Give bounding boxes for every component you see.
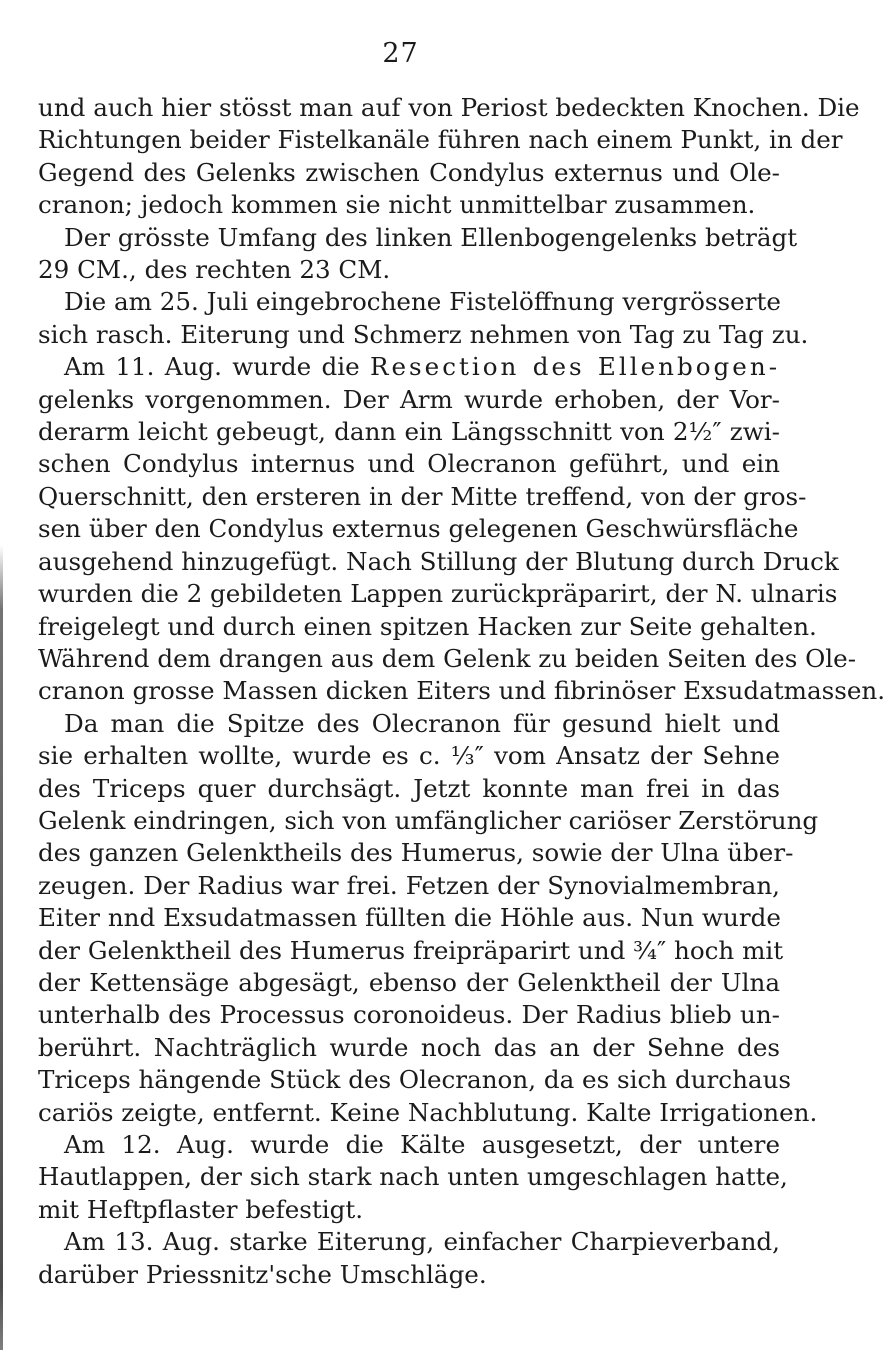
text-line-2: Richtungen beider Fistelkanäle führen nach einem Punkt, in der — [38, 125, 843, 155]
text-line-28: der Kettensäge abgesägt, ebenso der Gelenktheil der Ulna — [38, 967, 780, 997]
text-line-29: unterhalb des Processus coronoideus. Der Radius blieb un- — [38, 1000, 780, 1030]
text-line-32: cariös zeigte, entfernt. Keine Nachblutung. Kalte Irrigationen. — [38, 1097, 818, 1127]
text-line-4: cranon; jedoch kommen sie nicht unmittelbar zusammen. — [38, 190, 756, 220]
text-line-37: darüber Priessnitz'sche Umschläge. — [38, 1259, 487, 1289]
text-line-16: wurden die 2 gebildeten Lappen zurückpräparirt, der N. ulnaris — [38, 579, 838, 609]
text-line-30: berührt. Nachträglich wurde noch das an der Sehne des — [38, 1032, 780, 1062]
text-line-8: sich rasch. Eiterung und Schmerz nehmen von Tag zu Tag zu. — [38, 319, 809, 349]
text-line-35: mit Heftpflaster befestigt. — [38, 1194, 364, 1224]
text-line-12: schen Condylus internus und Olecranon geführt, und ein — [38, 449, 780, 479]
text-line-6: 29 CM., des rechten 23 CM. — [38, 255, 391, 285]
text-line-20: Da man die Spitze des Olecranon für gesund hielt und — [64, 708, 780, 738]
text-line-33: Am 12. Aug. wurde die Kälte ausgesetzt, der untere — [64, 1130, 780, 1159]
text-line-27: der Gelenktheil des Humerus freipräparirt und ¾″ hoch mit — [38, 935, 784, 965]
text-line-24: des ganzen Gelenktheils des Humerus, sowie der Ulna über- — [38, 838, 794, 868]
text-line-26: Eiter nnd Exsudatmassen füllten die Höhle aus. Nun wurde — [38, 903, 781, 933]
text-line-5: Der grösste Umfang des linken Ellenbogengelenks beträgt — [64, 222, 798, 252]
text-line-1: und auch hier stösst man auf von Periost bedeckten Knochen. Die — [38, 93, 860, 122]
text-line-15: ausgehend hinzugefügt. Nach Stillung der Blutung durch Druck — [38, 546, 839, 576]
resection-spaced-term: Resection des Ellenbogen- — [369, 352, 780, 382]
page-number: 27 — [382, 38, 419, 69]
text-line-21: sie erhalten wollte, wurde es c. ⅓″ vom Ansatz der Sehne — [38, 741, 780, 771]
text-line-22: des Triceps quer durchsägt. Jetzt konnte man frei in das — [38, 773, 780, 803]
text-line-14: sen über den Condylus externus gelegenen Geschwürsfläche — [38, 514, 799, 544]
text-line-7: Die am 25. Juli eingebrochene Fistelöffnung vergrösserte — [64, 287, 781, 317]
text-line-25: zeugen. Der Radius war frei. Fetzen der Synovialmembran, — [38, 870, 780, 900]
text-line-31: Triceps hängende Stück des Olecranon, da es sich durchaus — [38, 1065, 792, 1095]
resection-prefix: Am 11. Aug. wurde die — [64, 352, 370, 382]
text-line-9 — [38, 351, 780, 383]
text-line-23: Gelenk eindringen, sich von umfänglicher cariöser Zerstörung — [38, 805, 819, 835]
text-line-3: Gegend des Gelenks zwischen Condylus externus und Ole- — [38, 157, 780, 187]
text-line-18: Während dem drangen aus dem Gelenk zu beiden Seiten des Ole- — [38, 643, 857, 673]
text-line-34: Hautlappen, der sich stark nach unten umgeschlagen hatte, — [38, 1162, 788, 1192]
page-edge-shadow — [0, 545, 3, 1350]
text-line-36: Am 13. Aug. starke Eiterung, einfacher Charpieverband, — [64, 1227, 780, 1257]
text-line-10: gelenks vorgenommen. Der Arm wurde erhoben, der Vor- — [38, 384, 780, 414]
text-line-19: cranon grosse Massen dicken Eiters und fibrinöser Exsudatmassen. — [38, 676, 885, 706]
text-line-11: derarm leicht gebeugt, dann ein Längsschnitt von 2½″ zwi- — [38, 417, 780, 447]
body-text — [38, 92, 885, 1291]
text-line-13: Querschnitt, den ersteren in der Mitte treffend, von der gros- — [38, 481, 807, 511]
text-line-17: freigelegt und durch einen spitzen Hacken zur Seite gehalten. — [38, 611, 817, 641]
